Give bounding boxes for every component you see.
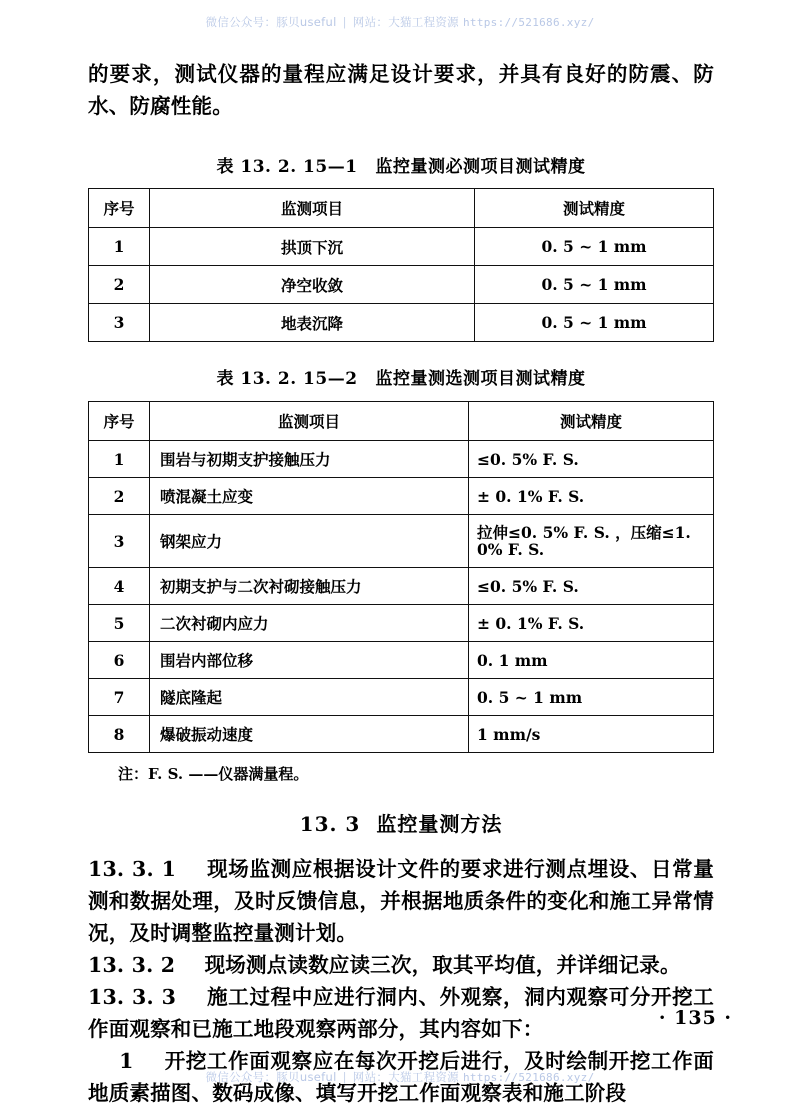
table-row <box>89 515 714 568</box>
cell-item: 初期支护与二次衬砌接触压力 <box>150 568 469 605</box>
cell-precision: ± 0. 1% F. S. <box>469 478 714 515</box>
table-row <box>89 568 714 605</box>
cell-precision: 0. 1 mm <box>469 642 714 679</box>
footer-watermark <box>0 1069 800 1085</box>
watermark-wechat-name: 豚贝useful <box>276 15 337 29</box>
watermark-wechat-name: 豚贝useful <box>276 1070 337 1084</box>
table2-caption <box>88 364 714 389</box>
watermark-wechat-label: 微信公众号： <box>205 15 277 29</box>
watermark-separator: | <box>342 15 347 29</box>
cell-no: 5 <box>89 605 150 642</box>
cell-item: 隧底隆起 <box>150 679 469 716</box>
subitem-text: 开挖工作面观察应在每次开挖后进行，及时绘制开挖工作面地质素描图、数码成像、填写开挖工作面观察表和施工阶段 <box>88 1049 714 1105</box>
watermark-separator: | <box>342 1070 347 1084</box>
cell-precision: ≤0. 5% F. S. <box>469 441 714 478</box>
clause-number: 13. 3. 2 <box>88 953 176 977</box>
page-number: · 135 · <box>658 1007 732 1029</box>
table-row <box>89 605 714 642</box>
clause-number: 13. 3. 1 <box>88 857 177 881</box>
table-optional-items <box>88 401 714 753</box>
table1-caption-text: 监控量测必测项目测试精度 <box>375 157 586 177</box>
cell-item: 围岩与初期支护接触压力 <box>150 441 469 478</box>
table2-caption-text: 监控量测选测项目测试精度 <box>375 369 586 389</box>
clause-13-3-2 <box>88 949 714 981</box>
cell-precision: 0. 5 ~ 1 mm <box>475 266 714 304</box>
watermark-wechat-label: 微信公众号： <box>205 1070 277 1084</box>
cell-item: 喷混凝土应变 <box>150 478 469 515</box>
table-row <box>89 228 714 266</box>
table-row <box>89 441 714 478</box>
cell-item: 钢架应力 <box>150 515 469 568</box>
table2-header-no: 序号 <box>89 402 150 441</box>
cell-no: 2 <box>89 266 150 304</box>
watermark-site-name: 大猫工程资源 <box>388 15 459 29</box>
cell-precision: 1 mm/s <box>469 716 714 753</box>
table2-head <box>89 402 714 441</box>
table2-note: 注：F. S. ——仪器满量程。 <box>118 765 309 783</box>
table1-header-item: 监测项目 <box>150 189 475 228</box>
cell-item: 拱顶下沉 <box>150 228 475 266</box>
subitem-number: 1 <box>119 1049 134 1073</box>
table-row <box>89 679 714 716</box>
cell-item: 围岩内部位移 <box>150 642 469 679</box>
table-header-row <box>89 189 714 228</box>
cell-precision: 0. 5 ~ 1 mm <box>469 679 714 716</box>
table-header-row <box>89 402 714 441</box>
cell-item: 爆破振动速度 <box>150 716 469 753</box>
clause-text: 施工过程中应进行洞内、外观察，洞内观察可分开挖工作面观察和已施工地段观察两部分，其内容如下： <box>88 985 714 1041</box>
cell-no: 1 <box>89 441 150 478</box>
clause-13-3-1 <box>88 853 714 949</box>
cell-precision: 拉伸≤0. 5% F. S. ，压缩≤1. 0% F. S. <box>469 515 714 568</box>
table-row <box>89 266 714 304</box>
cell-no: 3 <box>89 515 150 568</box>
watermark-site-label: 网站： <box>352 15 389 29</box>
watermark-site-label: 网站： <box>352 1070 389 1084</box>
page-content <box>88 58 714 1109</box>
table1-caption <box>88 152 714 177</box>
table-row <box>89 478 714 515</box>
clause-text: 现场测点读数应读三次，取其平均值，并详细记录。 <box>204 953 681 977</box>
intro-paragraph: 的要求，测试仪器的量程应满足设计要求，并具有良好的防震、防水、防腐性能。 <box>88 62 714 118</box>
table2-body <box>89 441 714 753</box>
table2-header-precision: 测试精度 <box>469 402 714 441</box>
cell-no: 7 <box>89 679 150 716</box>
cell-precision: 0. 5 ~ 1 mm <box>475 304 714 342</box>
cell-no: 8 <box>89 716 150 753</box>
header-watermark <box>0 14 800 30</box>
cell-item: 净空收敛 <box>150 266 475 304</box>
table1-header-precision: 测试精度 <box>475 189 714 228</box>
cell-precision: 0. 5 ~ 1 mm <box>475 228 714 266</box>
watermark-site-name: 大猫工程资源 <box>388 1070 459 1084</box>
table-mandatory-items <box>88 188 714 342</box>
cell-no: 2 <box>89 478 150 515</box>
table1-caption-number: 表 13. 2. 15—1 <box>216 157 358 177</box>
table-row <box>89 642 714 679</box>
watermark-url: https://521686.xyz/ <box>462 16 595 29</box>
table-row <box>89 716 714 753</box>
cell-item: 地表沉降 <box>150 304 475 342</box>
clause-13-3-3 <box>88 981 714 1045</box>
cell-no: 6 <box>89 642 150 679</box>
watermark-url: https://521686.xyz/ <box>462 1071 595 1084</box>
section-number: 13. 3 <box>299 812 361 836</box>
table1-body <box>89 228 714 342</box>
cell-no: 1 <box>89 228 150 266</box>
cell-precision: ± 0. 1% F. S. <box>469 605 714 642</box>
cell-precision: ≤0. 5% F. S. <box>469 568 714 605</box>
table1-header-no: 序号 <box>89 189 150 228</box>
table1-head <box>89 189 714 228</box>
clause-number: 13. 3. 3 <box>88 985 177 1009</box>
table2-header-item: 监测项目 <box>150 402 469 441</box>
table2-caption-number: 表 13. 2. 15—2 <box>216 369 358 389</box>
section-heading <box>88 808 714 837</box>
table-row <box>89 304 714 342</box>
cell-item: 二次衬砌内应力 <box>150 605 469 642</box>
section-title: 监控量测方法 <box>376 812 503 836</box>
cell-no: 4 <box>89 568 150 605</box>
clause-text: 现场监测应根据设计文件的要求进行测点埋设、日常量测和数据处理，及时反馈信息，并根据地质条件的变化和施工异常情况，及时调整监控量测计划。 <box>88 857 714 945</box>
cell-no: 3 <box>89 304 150 342</box>
